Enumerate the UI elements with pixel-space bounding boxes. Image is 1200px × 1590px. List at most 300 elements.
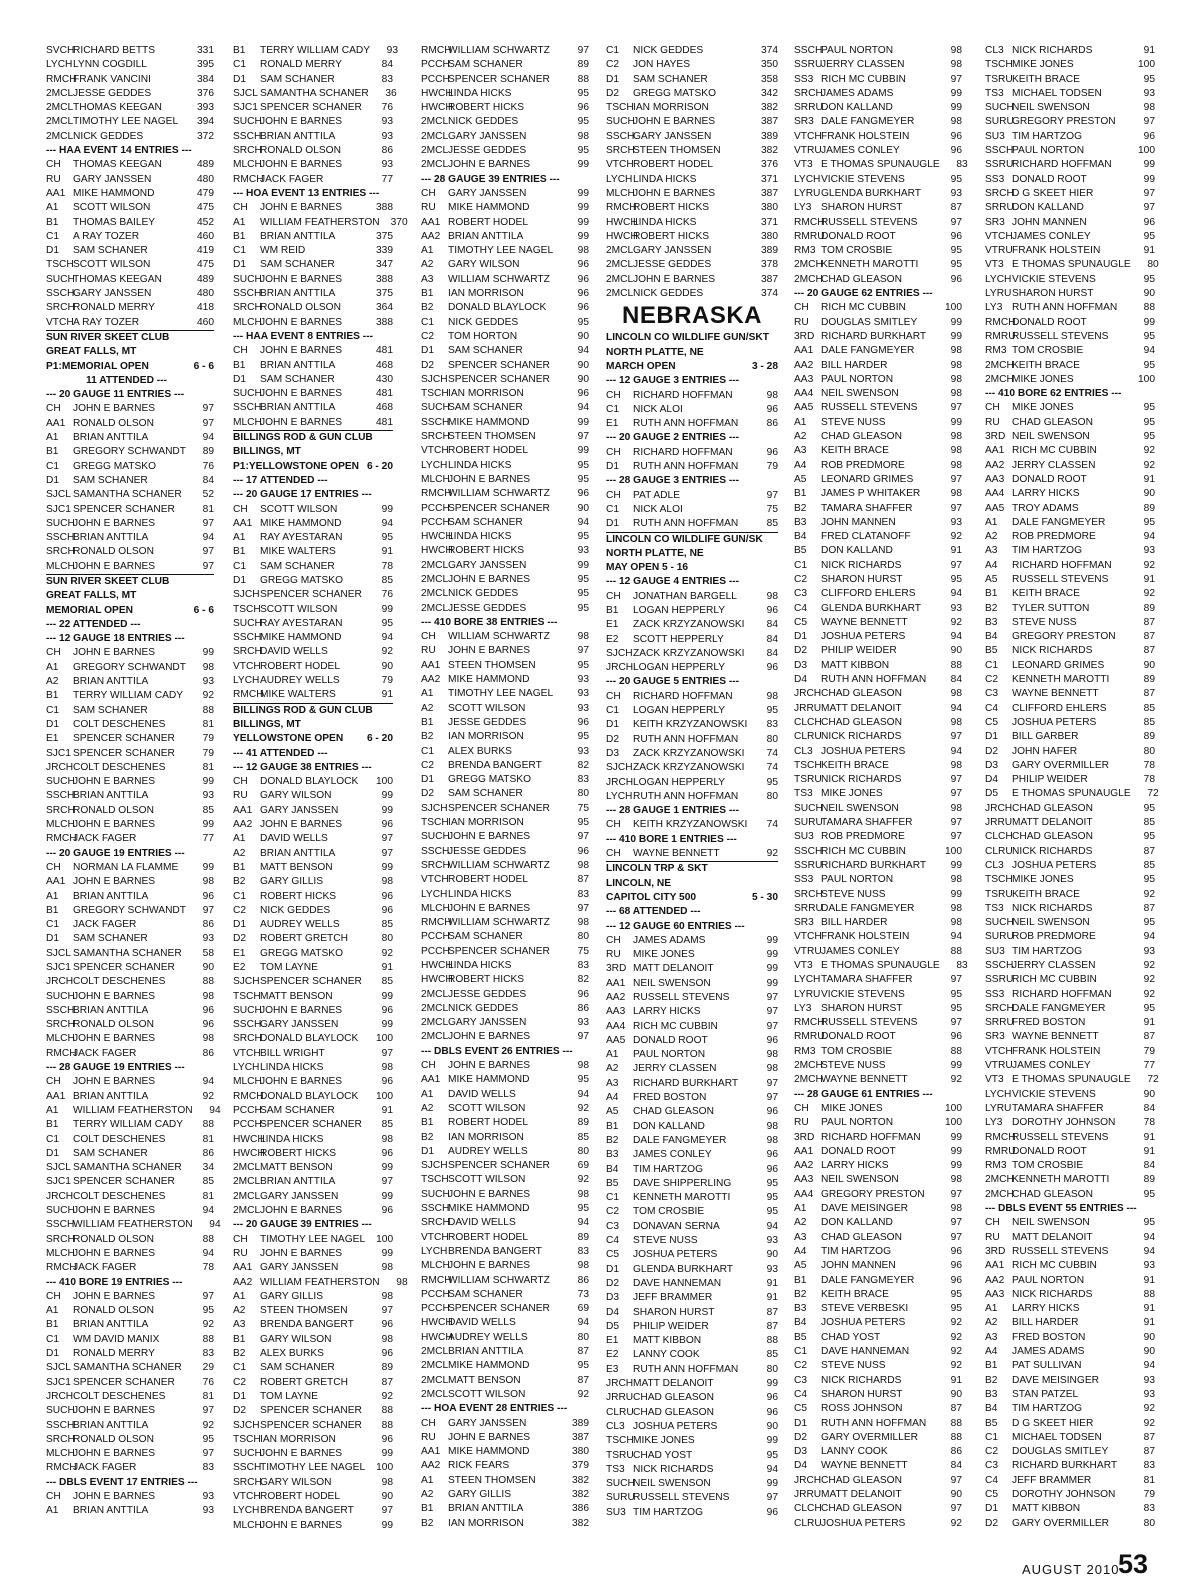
score: 90 (950, 1488, 962, 1500)
result-row (606, 1077, 778, 1091)
shooter-name: DAVE MEISINGER (821, 1203, 908, 1215)
class-code: 2MCL (233, 1176, 261, 1188)
result-row (985, 244, 1155, 258)
score: 394 (197, 116, 214, 128)
class-code: SURU (985, 931, 1014, 943)
class-code: SJCL (233, 87, 258, 99)
score: 94 (381, 632, 393, 644)
class-code: B1 (46, 446, 59, 458)
score: 97 (950, 1217, 962, 1229)
score: 85 (381, 976, 393, 988)
class-code: SRRU (985, 202, 1014, 214)
shooter-name: TIM HARTZOG (1012, 1403, 1082, 1415)
score: 99 (381, 861, 393, 873)
class-code: AA1 (421, 1446, 441, 1458)
class-code: A1 (46, 661, 59, 673)
result-row (46, 1447, 214, 1461)
result-row (46, 1147, 214, 1161)
result-row (985, 602, 1155, 616)
class-code: B2 (421, 731, 434, 743)
shooter-name: GARY JANSSEN (73, 288, 152, 300)
class-code: AA1 (421, 659, 441, 671)
class-code: 2MCH (794, 259, 823, 271)
result-row (606, 244, 778, 258)
class-code: SJCH (421, 1160, 448, 1172)
class-code: JRCH (46, 1390, 74, 1402)
result-row (46, 1290, 214, 1304)
shooter-name: SCOTT WILSON (73, 259, 151, 271)
score: 93 (202, 790, 214, 802)
result-row (985, 230, 1155, 244)
score: 388 (376, 273, 393, 285)
score: 98 (381, 1262, 393, 1274)
result-row (233, 1476, 393, 1490)
class-code: MLCH (233, 1519, 262, 1531)
shooter-name: JOHN E BARNES (73, 1247, 156, 1259)
score: 97 (766, 1077, 778, 1089)
shooter-name: GARY JANSSEN (260, 1190, 339, 1202)
result-row (606, 460, 778, 474)
class-code: SJCH (606, 762, 633, 774)
score: 99 (1143, 173, 1155, 185)
class-code: CH (46, 1076, 61, 1088)
shooter-name: NEIL SWENSON (821, 1174, 899, 1186)
score: 98 (202, 876, 214, 888)
class-code: AA1 (606, 977, 626, 989)
shooter-name: RICHARD HOFFMAN (1012, 159, 1112, 171)
score: 95 (577, 459, 589, 471)
class-code: E2 (606, 1349, 619, 1361)
result-row (233, 130, 393, 144)
class-code: VT3 (985, 1074, 1004, 1086)
shooter-name: NICK RICHARDS (1012, 645, 1093, 657)
score: 95 (1143, 73, 1155, 85)
shooter-name: NICK GEDDES (73, 130, 144, 142)
score: 94 (202, 432, 214, 444)
score: 97 (202, 1290, 214, 1302)
score: 90 (381, 660, 393, 672)
class-code: A4 (606, 1092, 619, 1104)
class-code: AA1 (46, 187, 66, 199)
result-row (233, 1376, 393, 1390)
class-code: LY3 (985, 302, 1003, 314)
shooter-name: CHAD GLEASON (633, 1406, 714, 1418)
result-row (794, 87, 962, 101)
score: 97 (950, 731, 962, 743)
shoot-header-text: YELLOWSTONE OPEN (233, 733, 344, 745)
class-code: AA1 (233, 804, 253, 816)
score: 99 (577, 416, 589, 428)
score: 95 (766, 1449, 778, 1461)
result-row (985, 1045, 1155, 1059)
result-row (606, 1048, 778, 1062)
shooter-name: WAYNE BENNETT (633, 848, 720, 860)
result-row (421, 459, 589, 473)
event-header: --- 12 GAUGE 38 ENTRIES --- (233, 761, 372, 773)
result-row (794, 1188, 962, 1202)
class-code: D2 (606, 87, 620, 99)
shooter-name: LOGAN HEPPERLY (633, 662, 726, 674)
shooter-name: RICHARD HOFFMAN (1012, 988, 1112, 1000)
shooter-name: RONALD MERRY (73, 1348, 155, 1360)
class-code: SS3 (985, 173, 1005, 185)
class-code: VTCH (794, 130, 822, 142)
shooter-name: MATT BENSON (260, 990, 333, 1002)
score: 386 (572, 1503, 589, 1515)
shooter-name: IAN MORRISON (633, 102, 709, 114)
shoot-header-text: LINCOLN CO WILDLIFE GUN/SK (606, 533, 763, 545)
shooter-name: KEITH BRACE (1012, 888, 1080, 900)
score: 52 (202, 489, 214, 501)
result-row (794, 802, 962, 816)
shooter-name: RUTH ANN HOFFMAN (633, 733, 739, 745)
class-code: RMRU (794, 230, 825, 242)
result-row (985, 902, 1155, 916)
shooter-name: GARY JANSSEN (448, 187, 527, 199)
shoot-header-text: MEMORIAL OPEN (46, 604, 133, 616)
score: 98 (381, 1333, 393, 1345)
result-row (985, 359, 1155, 373)
result-row (421, 273, 589, 287)
score: 96 (766, 1392, 778, 1404)
result-row (421, 945, 589, 959)
result-row (985, 544, 1155, 558)
class-code: C1 (46, 919, 60, 931)
shooter-name: TERRY WILLIAM CADY (260, 45, 371, 56)
score: 95 (950, 173, 962, 185)
class-code: B1 (46, 216, 59, 228)
shooter-name: DON KALLAND (633, 1120, 705, 1132)
class-code: B2 (233, 876, 246, 888)
shooter-name: STEVE NUSS (821, 888, 886, 900)
class-code: B2 (794, 502, 807, 514)
score: 98 (950, 902, 962, 914)
shooter-name: FRANK HOLSTEIN (1012, 245, 1101, 257)
shooter-name: SPENCER SCHANER (73, 1376, 175, 1388)
shooter-name: ZACK KRZYZANOWSKI (633, 747, 745, 759)
score: 92 (1143, 1417, 1155, 1429)
shooter-name: SHARON HURST (1012, 288, 1094, 300)
issue-date: AUGUST 2010 (1022, 1562, 1120, 1577)
shooter-name: JOHN E BARNES (448, 645, 531, 657)
class-code: LY3 (794, 1002, 812, 1014)
shooter-name: GARY JANSSEN (260, 804, 339, 816)
score: 97 (381, 847, 393, 859)
class-code: TSCH (46, 259, 74, 271)
shooter-name: TOM CROSBIE (633, 1206, 705, 1218)
class-code: JRCH (46, 976, 74, 988)
shooter-name: BRIAN ANTTILA (448, 1346, 524, 1358)
shoot-header-text: SUN RIVER SKEET CLUB (46, 575, 170, 587)
result-row (794, 73, 962, 87)
class-code: VTCH (233, 1047, 261, 1059)
result-row (606, 1134, 778, 1148)
result-row (421, 387, 589, 401)
shooter-name: NICK GEDDES (448, 1002, 519, 1014)
shooter-name: CHAD GLEASON (633, 1392, 714, 1404)
event-header: --- 20 GAUGE 19 ENTRIES --- (46, 847, 185, 859)
class-code: MLCH (606, 187, 635, 199)
score: 95 (1143, 431, 1155, 443)
score: 95 (766, 705, 778, 717)
result-row (794, 1259, 962, 1273)
result-row (794, 1502, 962, 1516)
class-code: PCCH (421, 73, 450, 85)
result-row (985, 1030, 1155, 1044)
score: 98 (381, 1476, 393, 1488)
result-row (233, 201, 393, 215)
shooter-name: ROB PREDMORE (821, 459, 905, 471)
shooter-name: WILLIAM SCHWARTZ (448, 1274, 550, 1286)
score: 83 (577, 774, 589, 786)
result-row (233, 1190, 393, 1204)
shooter-name: KENNETH MAROTTI (1012, 1174, 1110, 1186)
shooter-name: ZACK KRZYZANOWSKI (633, 647, 745, 659)
score: 95 (1143, 1002, 1155, 1014)
score: 100 (945, 1102, 962, 1114)
shooter-name: SAM SCHANER (448, 788, 523, 800)
result-row (606, 1148, 778, 1162)
shooter-name: MIKE JONES (1012, 59, 1074, 71)
shooter-name: NICK GEDDES (633, 45, 704, 56)
class-code: SRCH (46, 546, 75, 558)
result-row (233, 847, 393, 861)
class-code: CH (46, 1490, 61, 1502)
class-code: A2 (985, 1317, 998, 1329)
class-code: SUCH (233, 273, 262, 285)
class-code: D2 (985, 1517, 999, 1529)
score: 95 (577, 87, 589, 99)
shooter-name: WILLIAM SCHWARTZ (448, 917, 550, 929)
score: 389 (572, 1417, 589, 1429)
result-row (794, 373, 962, 387)
class-code: JRRU (985, 817, 1013, 829)
score: 80 (577, 931, 589, 943)
result-row (794, 759, 962, 773)
result-row (606, 173, 778, 187)
class-code: A3 (421, 273, 434, 285)
class-code: C1 (233, 1362, 247, 1374)
class-code: E3 (606, 1363, 619, 1375)
shooter-name: ALEX BURKS (260, 1348, 324, 1360)
class-code: D1 (46, 933, 60, 945)
class-code: SRCH (233, 1476, 262, 1488)
score: 92 (950, 1346, 962, 1358)
class-code: E1 (606, 619, 619, 631)
result-row (606, 517, 778, 531)
shooter-name: JESSE GEDDES (448, 145, 527, 157)
class-code: VTCH (421, 445, 449, 457)
score: 98 (381, 1062, 393, 1074)
shoot-header-text: MARCH OPEN (606, 360, 676, 372)
result-row (606, 761, 778, 775)
result-row (233, 1318, 393, 1332)
result-row (233, 617, 393, 631)
score: 99 (202, 861, 214, 873)
result-row (46, 1233, 214, 1247)
result-row (233, 1504, 393, 1518)
shooter-name: LINDA HICKS (260, 1133, 324, 1145)
shooter-name: RONALD OLSON (260, 145, 341, 157)
score: 87 (1143, 616, 1155, 628)
score: 86 (202, 919, 214, 931)
class-code: C4 (794, 1388, 808, 1400)
class-code: PCCH (421, 931, 450, 943)
score: 97 (577, 645, 589, 657)
score: 97 (202, 1448, 214, 1460)
result-row (606, 1463, 778, 1477)
class-code: SRCH (46, 1233, 75, 1245)
shooter-name: ROBERT HICKS (260, 890, 337, 902)
class-code: SR3 (794, 116, 814, 128)
shooter-name: IAN MORRISON (448, 731, 524, 743)
class-code: LYCH (794, 173, 821, 185)
shooter-name: GARY JANSSEN (260, 1019, 339, 1031)
score: 94 (1143, 1245, 1155, 1257)
result-row (233, 387, 393, 401)
class-code: A1 (46, 202, 59, 214)
class-code: A1 (794, 416, 807, 428)
score: 97 (766, 489, 778, 501)
class-code: MLCH (46, 819, 75, 831)
result-row (421, 502, 589, 516)
class-code: A5 (985, 573, 998, 585)
score: 98 (381, 1133, 393, 1145)
result-row (985, 1316, 1155, 1330)
shooter-name: JOHN E BARNES (633, 187, 716, 199)
score: 374 (761, 45, 778, 56)
shooter-name: TIM HARTZOG (633, 1506, 703, 1518)
score: 387 (761, 187, 778, 199)
result-row (46, 875, 214, 889)
class-code: CLRU (794, 1517, 822, 1529)
shooter-name: MICHAEL TODSEN (1012, 87, 1102, 99)
class-code: RMCH (46, 73, 77, 85)
score: 97 (381, 833, 393, 845)
class-code: HWCH (606, 230, 638, 242)
result-row (985, 859, 1155, 873)
shooter-name: WILLIAM SCHWARTZ (448, 45, 550, 56)
score: 78 (1143, 1117, 1155, 1129)
shooter-name: CHAD GLEASON (821, 716, 902, 728)
result-row (985, 1488, 1155, 1502)
result-row (606, 1420, 778, 1434)
class-code: VT3 (794, 159, 813, 171)
score: 96 (766, 1406, 778, 1418)
shooter-name: DAVID WELLS (260, 646, 328, 658)
result-row (985, 659, 1155, 673)
result-row (985, 530, 1155, 544)
score: 69 (577, 1303, 589, 1315)
result-row (794, 673, 962, 687)
shooter-name: JOHN E BARNES (260, 345, 343, 357)
score: 98 (381, 1290, 393, 1302)
class-code: B5 (985, 645, 998, 657)
score: 95 (577, 602, 589, 614)
class-code: A2 (233, 1305, 246, 1317)
shooter-name: JOHN E BARNES (73, 1490, 156, 1502)
score: 87 (577, 1374, 589, 1386)
result-row (233, 1390, 393, 1404)
result-row (794, 230, 962, 244)
class-code: B1 (46, 690, 59, 702)
class-code: D2 (985, 745, 999, 757)
class-code: SUCH (46, 517, 75, 529)
shooter-name: NICK GEDDES (448, 588, 519, 600)
class-code: B2 (794, 1288, 807, 1300)
class-code: 2MCL (46, 87, 74, 99)
result-row (233, 58, 393, 72)
shooter-name: PHILIP WEIDER (1012, 774, 1088, 786)
result-row (985, 845, 1155, 859)
shooter-name: GREGORY SCHWANDT (73, 904, 187, 916)
shooter-name: CHAD GLEASON (1012, 802, 1093, 814)
score: 87 (577, 1346, 589, 1358)
score: 468 (376, 402, 393, 414)
score: 89 (1143, 674, 1155, 686)
shooter-name: JERRY CLASSEN (1012, 459, 1096, 471)
event-header: --- 410 BORE 62 ENTRIES --- (985, 388, 1122, 400)
shooter-name: RUTH ANN HOFFMAN (633, 418, 739, 430)
shoot-date: 6 - 20 (366, 460, 393, 472)
result-row (985, 216, 1155, 230)
score: 81 (202, 1390, 214, 1402)
score: 94 (1143, 1360, 1155, 1372)
class-code: AA5 (985, 502, 1005, 514)
result-row (421, 802, 589, 816)
result-row (985, 687, 1155, 701)
result-row (233, 990, 393, 1004)
class-code: B1 (421, 288, 434, 300)
class-code: C5 (794, 1403, 808, 1415)
result-row (606, 1062, 778, 1076)
score: 92 (950, 1517, 962, 1529)
score: 91 (381, 962, 393, 973)
result-row (985, 273, 1155, 287)
class-code: C5 (985, 1488, 999, 1500)
result-row (421, 959, 589, 973)
result-row (606, 633, 778, 647)
score: 91 (950, 545, 962, 557)
result-row (233, 1118, 393, 1132)
score: 98 (577, 1060, 589, 1072)
class-code: AA3 (794, 1174, 814, 1186)
class-code: TS3 (794, 788, 813, 800)
score: 480 (197, 288, 214, 300)
score: 77 (202, 833, 214, 845)
result-row (46, 961, 214, 975)
shooter-name: GREGORY PRESTON (1012, 631, 1116, 643)
score: 347 (376, 259, 393, 271)
score: 97 (381, 1047, 393, 1059)
shooter-name: LINDA HICKS (633, 216, 697, 228)
score: 91 (766, 1292, 778, 1304)
score: 88 (766, 1335, 778, 1347)
class-code: SSCH (233, 1462, 262, 1474)
shooter-name: RICH MC CUBBIN (1012, 1260, 1097, 1272)
result-row (794, 530, 962, 544)
class-code: C2 (794, 573, 808, 585)
shooter-name: MATT DELANOIT (821, 1488, 902, 1500)
class-code: CH (606, 489, 621, 501)
score: 98 (577, 1260, 589, 1272)
score: 86 (766, 418, 778, 430)
result-row (46, 431, 214, 445)
shooter-name: DAVE MEISINGER (1012, 1374, 1099, 1386)
class-code: SSCH (233, 130, 262, 142)
shooter-name: BRENDA BANGERT (448, 759, 542, 771)
score: 87 (1143, 902, 1155, 914)
